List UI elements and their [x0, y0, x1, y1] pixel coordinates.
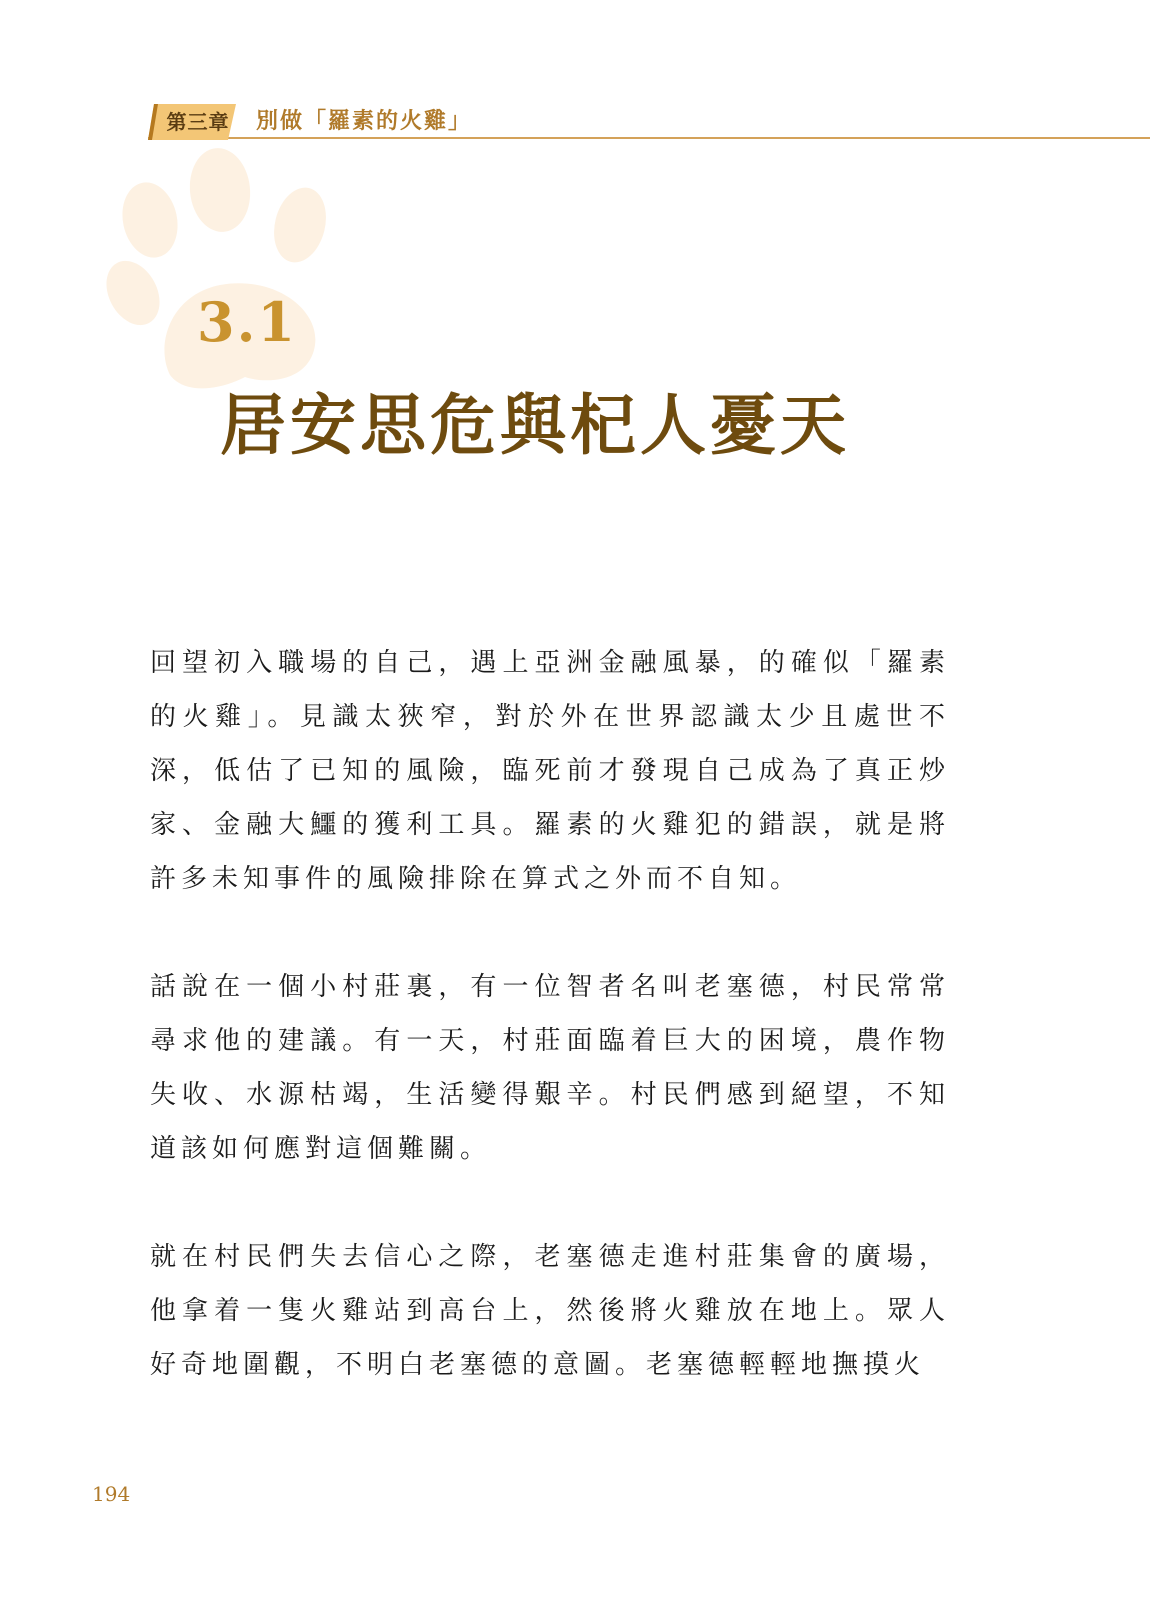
paw-print-icon: [100, 145, 350, 395]
header-rule: [148, 137, 1150, 139]
body-text: [150, 636, 950, 1446]
chapter-label: 第三章: [166, 110, 230, 134]
chapter-tab: [148, 100, 238, 138]
section-title: 居安思危與杞人憂天: [220, 387, 850, 464]
section-number: 3.1: [197, 290, 297, 354]
chapter-title: 別做「羅素的火雞」: [256, 109, 473, 134]
paragraph-2: 話說在一個小村莊裏，有一位智者名叫老塞德，村民常常尋求他的建議。有一天，村莊面臨着巨大的困境，農作物失收、水源枯竭，生活變得艱辛。村民們感到絕望，不知道該如何應對這個難關。: [150, 972, 950, 1164]
running-header: [148, 98, 1150, 140]
paragraph-3: 就在村民們失去信心之際，老塞德走進村莊集會的廣場，他拿着一隻火雞站到高台上，然後將火雞放在地上。眾人好奇地圍觀，不明白老塞德的意圖。老塞德輕輕地撫摸火: [150, 1242, 950, 1380]
paragraph-1: 回望初入職場的自己，遇上亞洲金融風暴，的確似「羅素的火雞」。見識太狹窄，對於外在世界認識太少且處世不深，低估了已知的風險，臨死前才發現自己成為了真正炒家、金融大鱷的獲利工具。羅素的火雞犯的錯誤，就是將許多未知事件的風險排除在算式之外而不自知。: [150, 648, 950, 894]
page-number: 194: [92, 1482, 131, 1506]
